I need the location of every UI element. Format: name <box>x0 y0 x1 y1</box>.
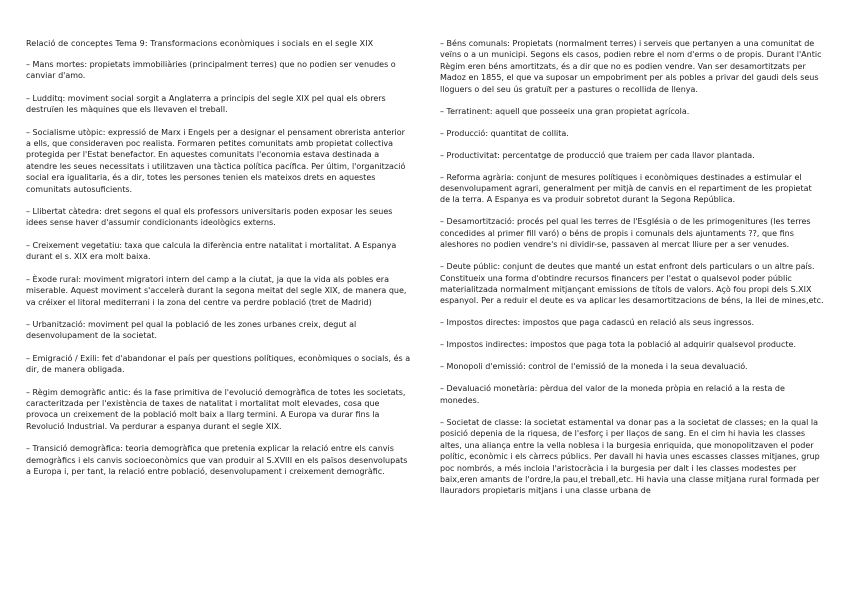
concept-entry: – Desamortització: procés pel qual les terres de l'Església o de les primogenitures (les terres concedides al primer fill varó) o béns de propis i comunals dels ajuntaments ??, que fins aleshores no podien vendre's ni dividir-se, passaven al mercat lliure per a ser venudes. <box>440 217 811 250</box>
concept-entry: – Llibertat càtedra: dret segons el qual els professors universitaris poden exposar les seues idees sense haver d'assumir condicionants ideològics externs. <box>26 207 393 228</box>
concept-entry: – Impostos directes: impostos que paga cadascú en relació als seus ingressos. <box>440 318 755 328</box>
concept-term: Reforma agrària <box>446 172 512 182</box>
concept-definition: percentatge de producció que traiem per cada llavor plantada. <box>502 150 755 160</box>
concept-term: Règim demogràfic antic <box>32 387 128 397</box>
concept-definition: pèrdua del valor de la moneda pròpia en relació a la resta de monedes. <box>440 384 785 405</box>
concept-term: Producció <box>446 128 486 138</box>
left-column <box>26 38 411 488</box>
concept-term: Productivitat <box>446 150 498 160</box>
concept-definition: conjunt de deutes que manté un estat enfront dels particulars o un altre país. Constitueix una forma d'obtindre recursos financers per l'estat o qualsevol poder públic materialitzada normalment mitjançant emissions de títols de valors. Açò fou propi dels S.XIX espanyol. Per a reduir el deute es va aplicar les desamortitzacions de béns, la llei de mines,etc. <box>440 262 824 306</box>
concept-term: Ludditq <box>32 93 63 103</box>
concept-term: Devaluació monetària <box>446 384 535 394</box>
concept-entry: – Producció: quantitat de collita. <box>440 128 569 138</box>
concept-term: Deute públic <box>446 262 498 272</box>
concept-entry: – Creixement vegetatiu: taxa que calcula la diferència entre natalitat i mortalitat. A Espanya durant el s. XIX era molt baixa. <box>26 240 397 262</box>
concept-entry: – Impostos indirectes: impostos que paga tota la població al adquirir qualsevol producte. <box>440 340 796 350</box>
concept-definition: conjunt de mesures polítiques i econòmiques destinades a estimular el desenvolupament agrari, generalment per mitjà de canvis en el repartiment de les propietat de la terra. A Espanya es va produir sobretot durant la Segona República. <box>440 172 812 205</box>
concept-definition: procés pel qual les terres de l'Església o de les primogenitures (les terres concedides al primer fill varó) o béns de propis i comunals dels ajuntaments ??, que fins aleshores no podien vendre's ni dividir-se, passaven al mercat lliure per a ser venudes. <box>440 217 811 250</box>
concept-definition: taxa que calcula la diferència entre natalitat i mortalitat. A Espanya durant el s. XIX era molt baixa. <box>26 240 397 262</box>
concept-entry: – Productivitat: percentatge de producció que traiem per cada llavor plantada. <box>440 150 755 160</box>
concept-definition: moviment social sorgit a Anglaterra a principis del segle XIX pel qual els obrers destruïen les màquines que els llevaven el treball. <box>26 93 386 115</box>
concept-entry: – Socialisme utòpic: expressió de Marx i Engels per a designar el pensament obrerista anterior a ells, que consideraven poc realista. Formaren petites comunitats amb propietat collectiva protegida per l'Estat benefactor. En aquestes comunitats l'economia estava destinada a atendre les seues necessitats i utilitzaven una tàctica política pacífica. Per últim, l'organització social era igualitaria, és a dir, totes les persones tenien els mateixos drets en aquestes comunitats autosuficients. <box>26 127 406 194</box>
concept-entry: – Deute públic: conjunt de deutes que manté un estat enfront dels particulars o un altre país. Constitueix una forma d'obtindre recursos financers per l'estat o qualsevol poder públic materialitzada normalment mitjançant emissions de títols de valors. Açò fou propi dels S.XIX espanyol. Per a reduir el deute es va aplicar les desamortitzacions de béns, la llei de mines,etc. <box>440 262 824 306</box>
concept-term: Monopoli d'emissió <box>446 362 523 372</box>
concept-term: Llibertat càtedra <box>32 207 100 217</box>
concept-entry: – Monopoli d'emissió: control de l'emissió de la moneda i la seua devaluació. <box>440 362 748 372</box>
concept-definition: Propietats (normalment terres) i serveis que pertanyen a una comunitat de veïns o a un municipi. Segons els casos, podien rebre el nom d'erms o de propis. Durant l'Antic Règim eren béns amortitzats, és a dir que no es podien vendre. Van ser desamortitzats per Madoz en 1855, el que va suposar un empobriment per als pobles a privar del gaudi dels seus lloguers o del seu ús gratuït per a pastures o recollida de llenya. <box>440 39 822 94</box>
concept-entry: – Transició demogràfica: teoria demogràfica que pretenia explicar la relació entre els canvis demogràfics i els canvis socioeconòmics que van produir al S.XVIII en els països desenvolupats a Europa i, per tant, la relació entre població, desenvolupament i creixement demogràfic. <box>26 444 408 476</box>
concept-entry: – Règim demogràfic antic: és la fase primitiva de l'evolució demogràfica de totes les societats, caracteritzada per l'existència de taxes de natalitat i mortalitat molt elevades, cosa que provoca un creixement de la població molt baix a llarg termini. A Europa va durar fins la Revolució Industrial. Va perdurar a espanya durant el segle XIX. <box>26 387 406 431</box>
concept-definition: propietats immobiliàries (principalment terres) que no podien ser venudes o canviar d'amo. <box>26 60 396 81</box>
concept-term: Emigració / Exili <box>32 353 97 363</box>
concept-term: Èxode rural <box>32 274 79 284</box>
concept-definition: moviment pel qual la població de les zones urbanes creix, degut al desenvolupament de la societat. <box>26 319 357 341</box>
concept-definition: dret segons el qual els professors universitaris poden exposar les seues idees sense haver d'assumir condicionants ideològics externs. <box>26 207 393 228</box>
right-column <box>440 38 824 507</box>
concept-term: Mans mortes <box>32 60 85 69</box>
concept-term: Societat de classe <box>446 417 520 427</box>
concept-definition: la societat estamental va donar pas a la societat de classes; en la qual la posició depenia de la riquesa, de l'esforç i per llaços de sang. En el cim hi havia les classes altes, una aliança entre la vella noblesa i la burgesia enriquida, que monopolitzaven el poder polític, econòmic i els càrrecs públics. Per davall hi havia unes escasses classes mitjanes, grup poc nombrós, a més incloia l'aristocràcia i la burgesia per dalt i les classes modestes per baix,eren amants de l'ordre,la pau,el treball,etc. Hi havia una classe mitjana rural formada per llauradors propietaris mitjans i una classe urbana de <box>440 417 820 496</box>
concept-definition: és la fase primitiva de l'evolució demogràfica de totes les societats, caracteritzada per l'existència de taxes de natalitat i mortalitat molt elevades, cosa que provoca un creixement de la població molt baix a llarg termini. A Europa va durar fins la Revolució Industrial. Va perdurar a espanya durant el segle XIX. <box>26 387 406 431</box>
concept-definition: control de l'emissió de la moneda i la seua devaluació. <box>528 362 748 372</box>
concept-definition: fet d'abandonar el país per questions polítiques, econòmiques o socials, és a dir, de manera obligada. <box>26 353 411 375</box>
concept-definition: teoria demogràfica que pretenia explicar la relació entre els canvis demogràfics i els canvis socioeconòmics que van produir al S.XVIII en els països desenvolupats a Europa i, per tant, la relació entre població, desenvolupament i creixement demogràfic. <box>26 444 408 476</box>
concept-term: Béns comunals <box>446 39 508 48</box>
concept-term: Creixement vegetatiu <box>32 240 120 250</box>
concept-term: Socialisme utòpic <box>32 127 103 137</box>
concept-term: Impostos indirectes <box>446 340 525 350</box>
concept-entry: – Èxode rural: moviment migratori intern del camp a la ciutat, ja que la vida als pobles era miserable. Aquest moviment s'accelerà durant la segona meitat del segle XIX, de manera que, va créixer el litoral mediterrani i la zona del centre va perdre població (tret de Madrid) <box>26 274 407 307</box>
concept-entry: – Ludditq: moviment social sorgit a Anglaterra a principis del segle XIX pel qual els obrers destruïen les màquines que els llevaven el treball. <box>26 93 386 115</box>
concept-term: Urbanització <box>32 319 83 329</box>
concept-entry: – Reforma agrària: conjunt de mesures polítiques i econòmiques destinades a estimular el desenvolupament agrari, generalment per mitjà de canvis en el repartiment de les propietat de la terra. A Espanya es va produir sobretot durant la Segona República. <box>440 172 812 205</box>
concept-definition: quantitat de collita. <box>490 128 569 138</box>
concept-entry: – Devaluació monetària: pèrdua del valor de la moneda pròpia en relació a la resta de monedes. <box>440 384 785 405</box>
concept-definition: aquell que posseeix una gran propietat agrícola. <box>495 106 690 116</box>
document-title: Relació de conceptes Tema 9: Transformacions econòmiques i socials en el segle XIX <box>26 39 374 48</box>
concept-entry: – Urbanització: moviment pel qual la població de les zones urbanes creix, degut al desenvolupament de la societat. <box>26 319 357 341</box>
concept-entry: – Mans mortes: propietats immobiliàries (principalment terres) que no podien ser venudes o canviar d'amo. <box>26 60 396 81</box>
concept-entry: – Emigració / Exili: fet d'abandonar el país per questions polítiques, econòmiques o socials, és a dir, de manera obligada. <box>26 353 411 375</box>
concept-term: Transició demogràfica <box>32 444 121 454</box>
concept-term: Impostos directes <box>446 318 518 328</box>
concept-definition: impostos que paga cadascú en relació als seus ingressos. <box>522 318 755 328</box>
concept-entry: – Societat de classe: la societat estamental va donar pas a la societat de classes; en la qual la posició depenia de la riquesa, de l'esforç i per llaços de sang. En el cim hi havia les classes altes, una aliança entre la vella noblesa i la burgesia enriquida, que monopolitzaven el poder polític, econòmic i els càrrecs públics. Per davall hi havia unes escasses classes mitjanes, grup poc nombrós, a més incloia l'aristocràcia i la burgesia per dalt i les classes modestes per baix,eren amants de l'ordre,la pau,el treball,etc. Hi havia una classe mitjana rural formada per llauradors propietaris mitjans i una classe urbana de <box>440 417 820 496</box>
concept-definition: moviment migratori intern del camp a la ciutat, ja que la vida als pobles era miserable. Aquest moviment s'accelerà durant la segona meitat del segle XIX, de manera que, va créixer el litoral mediterrani i la zona del centre va perdre població (tret de Madrid) <box>26 274 407 307</box>
concept-entry: – Terratinent: aquell que posseeix una gran propietat agrícola. <box>440 106 690 116</box>
concept-term: Terratinent <box>446 106 490 116</box>
concept-entry: – Béns comunals: Propietats (normalment terres) i serveis que pertanyen a una comunitat de veïns o a un municipi. Segons els casos, podien rebre el nom d'erms o de propis. Durant l'Antic Règim eren béns amortitzats, és a dir que no es podien vendre. Van ser desamortitzats per Madoz en 1855, el que va suposar un empobriment per als pobles a privar del gaudi dels seus lloguers o del seu ús gratuït per a pastures o recollida de llenya. <box>440 39 822 94</box>
concept-term: Desamortització <box>446 217 512 227</box>
concept-definition: impostos que paga tota la població al adquirir qualsevol producte. <box>530 340 796 350</box>
concept-definition: expressió de Marx i Engels per a designar el pensament obrerista anterior a ells, que consideraven poc realista. Formaren petites comunitats amb propietat collectiva protegida per l'Estat benefactor. En aquestes comunitats l'economia estava destinada a atendre les seues necessitats i utilitzaven una tàctica política pacífica. Per últim, l'organització social era igualitaria, és a dir, totes les persones tenien els mateixos drets en aquestes comunitats autosuficients. <box>26 127 406 194</box>
